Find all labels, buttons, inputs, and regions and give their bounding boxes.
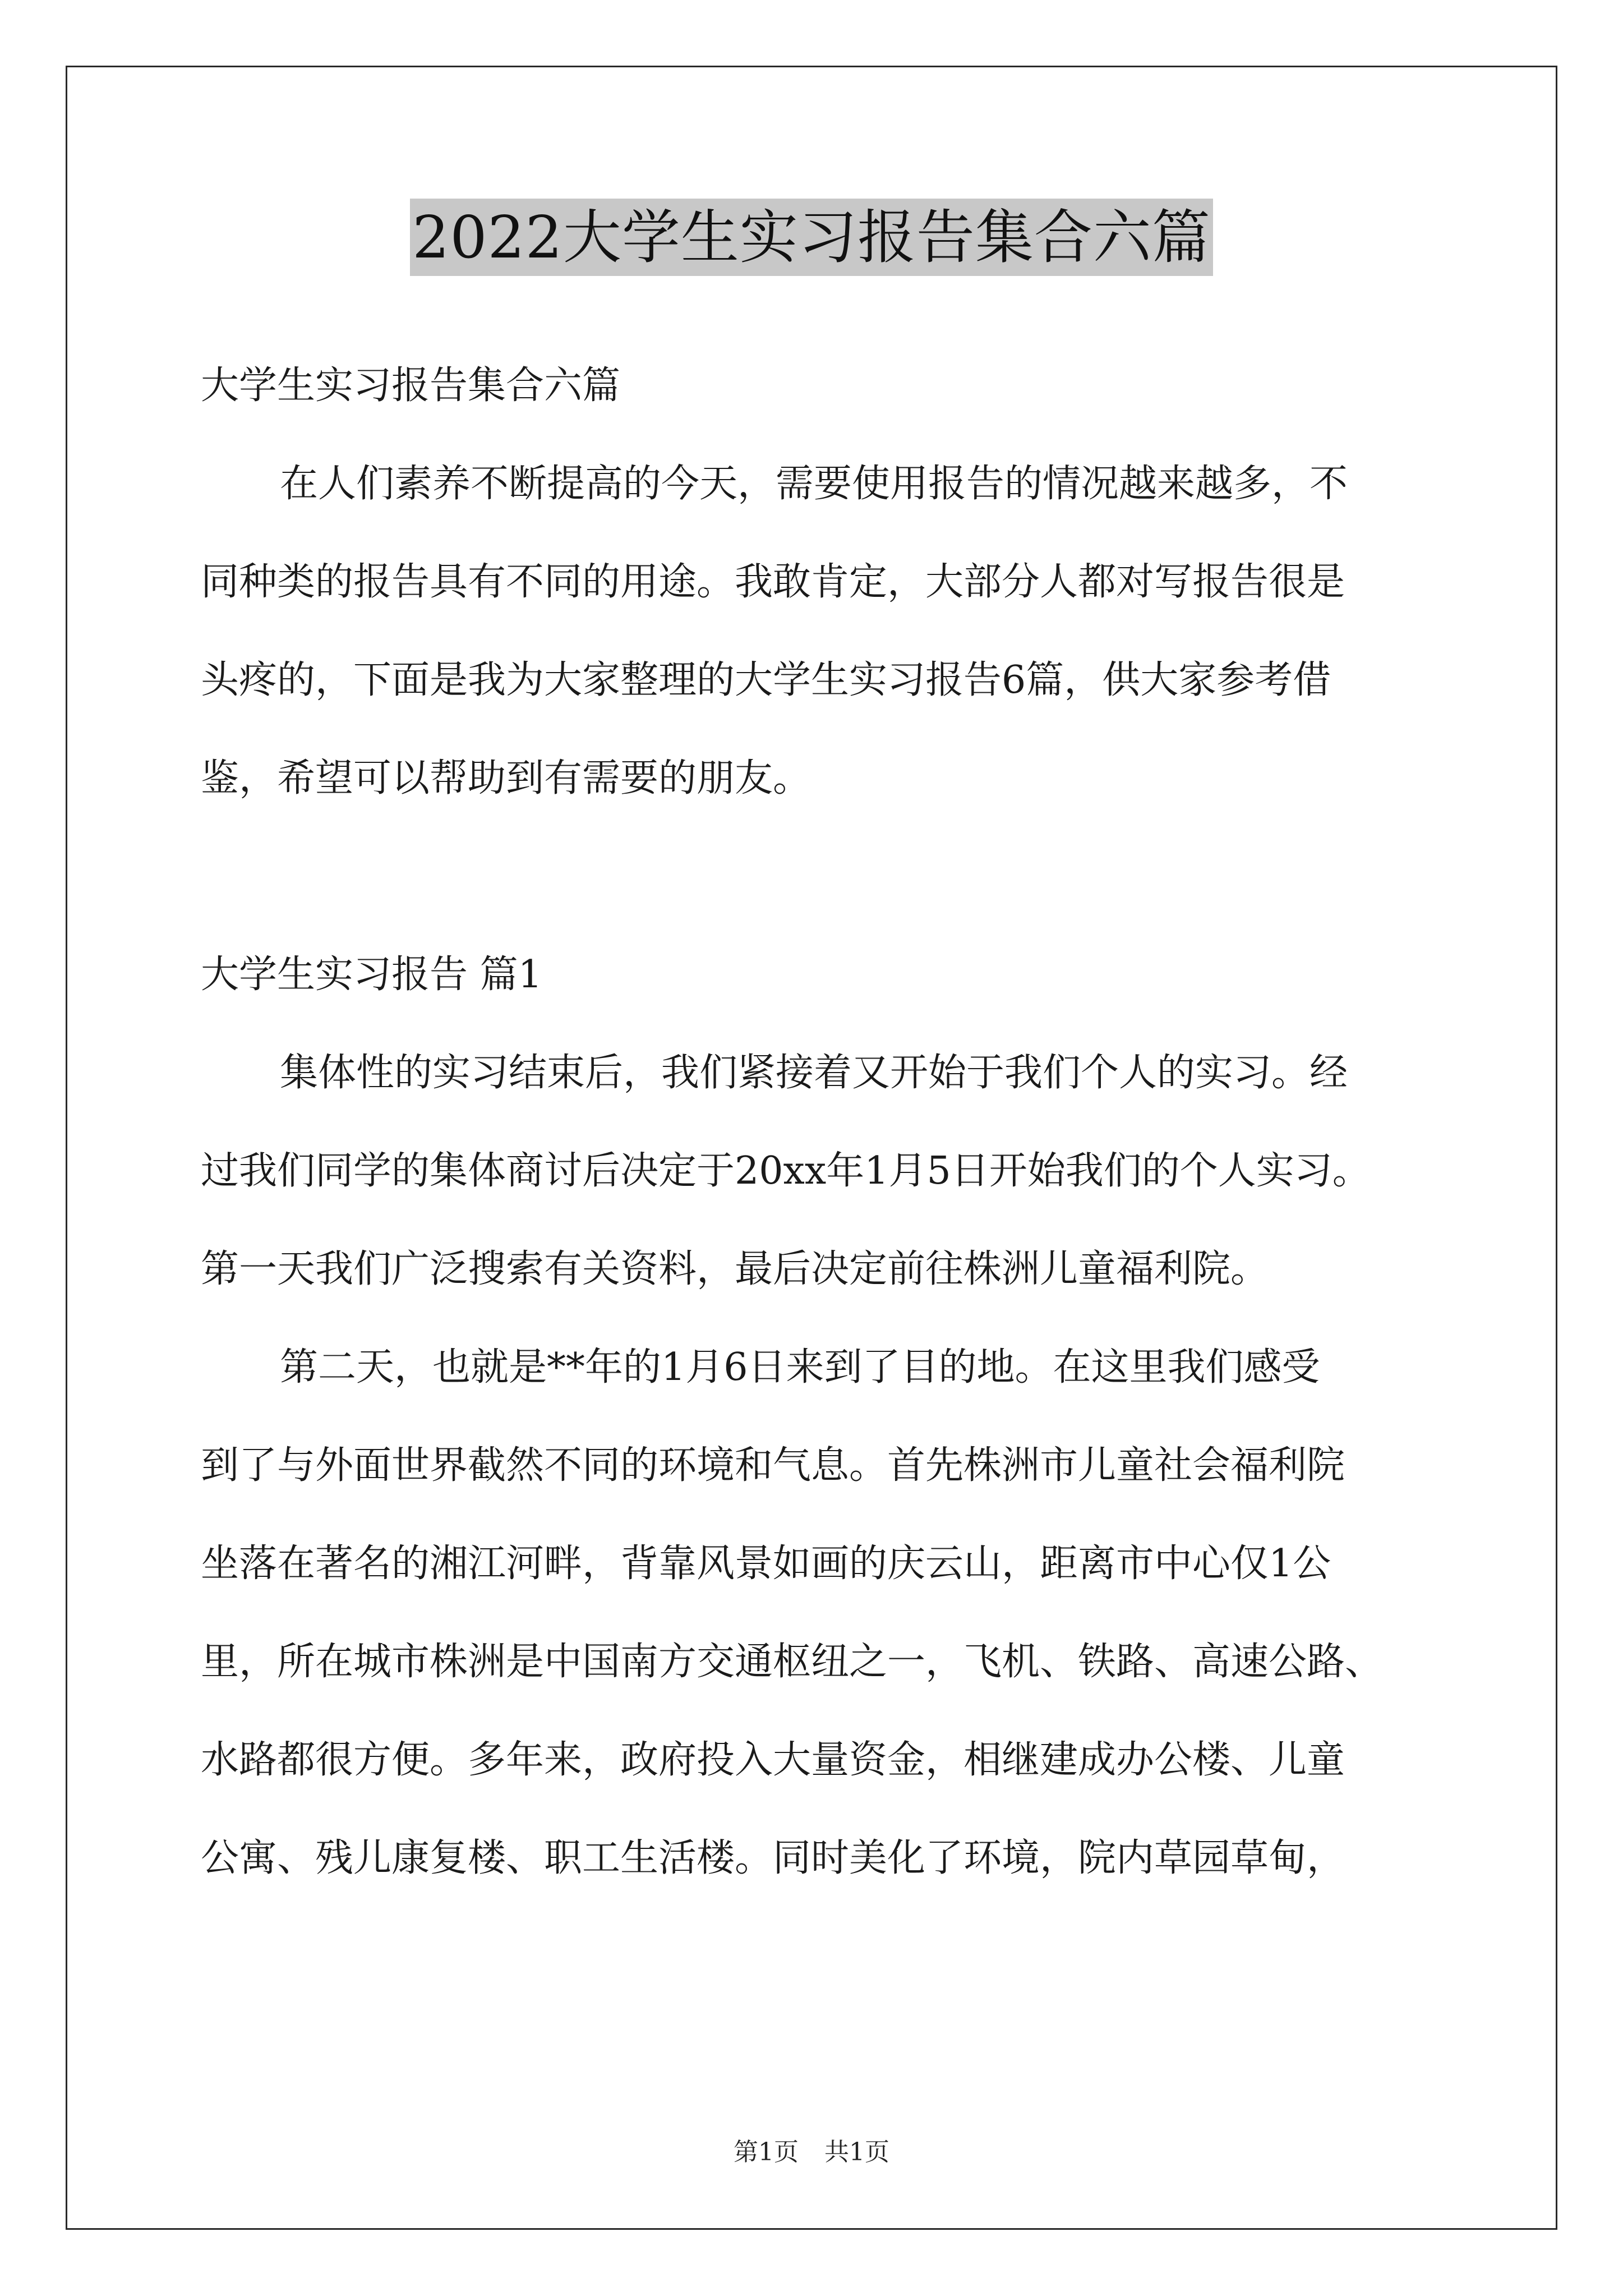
paragraph-line: 水路都很方便。多年来，政府投入大量资金，相继建成办公楼、儿童: [201, 1738, 1345, 1782]
paragraph-line: 里，所在城市株洲是中国南方交通枢纽之一，飞机、铁路、高速公路、: [201, 1640, 1384, 1684]
page-number: 第1页: [734, 2138, 799, 2166]
intro-line: 头疼的，下面是我为大家整理的大学生实习报告6篇，供大家参考借: [201, 658, 1331, 702]
page-total: 共1页: [824, 2138, 889, 2166]
paragraph-line: 坐落在著名的湘江河畔，背靠风景如画的庆云山，距离市中心仅1公: [201, 1542, 1331, 1586]
document-body: [201, 337, 1435, 1907]
intro-line: 同种类的报告具有不同的用途。我敢肯定，大部分人都对写报告很是: [201, 560, 1345, 604]
paragraph-line: 到了与外面世界截然不同的环境和气息。首先株洲市儿童社会福利院: [201, 1443, 1345, 1488]
paragraph-line: 集体性的实习结束后，我们紧接着又开始于我们个人的实习。经: [280, 1051, 1348, 1095]
page-footer: [0, 2132, 1623, 2168]
paragraph-line: 公寓、残儿康复楼、职工生活楼。同时美化了环境，院内草园草甸，: [201, 1836, 1345, 1880]
document-title: 2022大学生实习报告集合六篇: [410, 199, 1213, 276]
document-subtitle: 大学生实习报告集合六篇: [201, 364, 621, 408]
section-heading: 大学生实习报告 篇1: [201, 953, 542, 997]
paragraph-line: 第二天，也就是**年的1月6日来到了目的地。在这里我们感受: [280, 1345, 1320, 1389]
intro-line: 在人们素养不断提高的今天，需要使用报告的情况越来越多，不: [280, 462, 1348, 506]
paragraph-gap: [201, 827, 1435, 926]
intro-line: 鉴，希望可以帮助到有需要的朋友。: [201, 756, 811, 800]
title-container: [0, 199, 1623, 276]
paragraph-line: 第一天我们广泛搜索有关资料，最后决定前往株洲儿童福利院。: [201, 1247, 1269, 1291]
paragraph-line: 过我们同学的集体商讨后决定于20xx年1月5日开始我们的个人实习。: [201, 1149, 1371, 1193]
